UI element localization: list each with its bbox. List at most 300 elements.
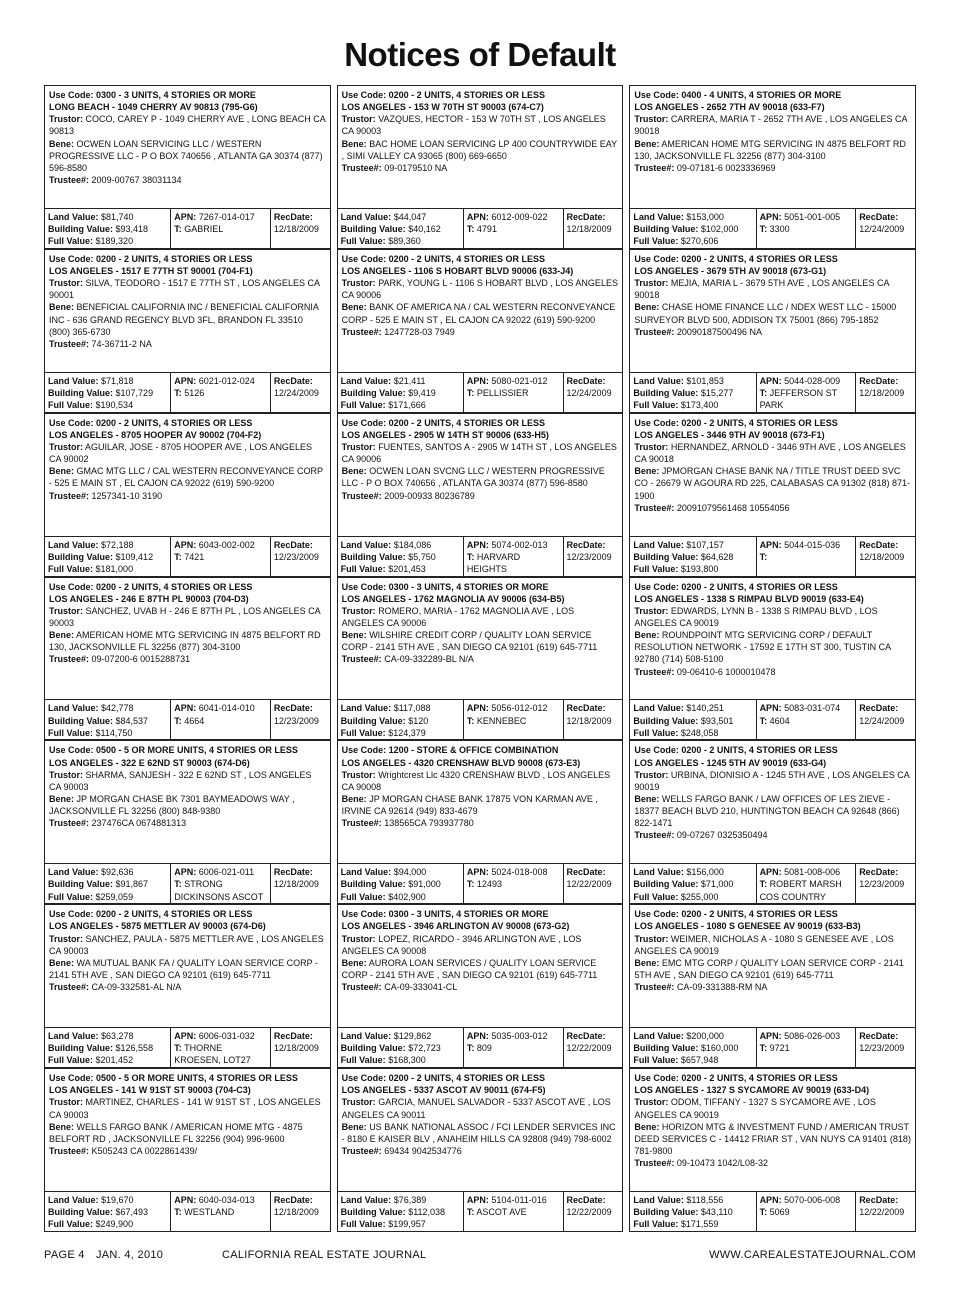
land-value: $101,853 (686, 375, 724, 386)
full-value: $171,666 (388, 399, 426, 410)
trustor-label: Trustor: (341, 769, 376, 780)
property-address: LOS ANGELES - 1106 S HOBART BLVD 90006 (633-J4) (341, 265, 574, 276)
trustee-line (634, 162, 911, 174)
beneficiary-value: JPMORGAN CHASE BANK NA / TITLE TRUST DEED SVC CO - 26679 W AGOURA RD 225, CALABASAS CA 91302 (818) 871-1900 (634, 466, 910, 501)
tract-label: T: (466, 387, 475, 398)
notice-body (338, 905, 623, 1027)
tract-label: T: (759, 715, 768, 726)
apn-value: 5070-006-008 (784, 1195, 841, 1205)
tract-line (467, 387, 560, 399)
trustee-line (342, 653, 619, 665)
tract-line (760, 223, 853, 235)
recdate-cell (270, 373, 330, 412)
apn-label: APN: (174, 867, 197, 878)
apn-cell (756, 373, 856, 412)
land-value-label: Land Value: (340, 1031, 392, 1042)
tract-label: T: (174, 715, 182, 726)
value-cell (45, 1192, 170, 1231)
full-value: $171,559 (680, 1219, 719, 1230)
beneficiary-value: OCWEN LOAN SVCNG LLC / WESTERN PROGRESSIVE LLC - P O BOX 740656 , ATLANTA GA 30374 (877) 596-8580 (341, 466, 605, 489)
apn-label: APN: (174, 1195, 197, 1205)
land-value-label: Land Value: (340, 703, 392, 714)
apn-label: APN: (759, 1195, 782, 1205)
recdate-cell (855, 1028, 915, 1067)
trustee-value: CA-09-331388-RM NA (676, 982, 768, 993)
trustor-line (342, 113, 619, 137)
trustor-label: Trustor: (634, 114, 669, 125)
apn-value: 5051-001-005 (784, 211, 841, 222)
beneficiary-line (49, 465, 326, 489)
recdate-label: RecDate: (566, 211, 606, 222)
trustor-value: PARK, YOUNG L - 1106 S HOBART BLVD , LOS ANGELES CA 90006 (341, 278, 618, 301)
land-value-line (633, 375, 752, 387)
trustee-value: 09-06410-6 1000010478 (676, 666, 776, 677)
beneficiary-value: HORIZON MTG & INVESTMENT FUND / AMERICAN TRUST DEED SERVICES C - 14412 FRIAR ST , VAN NUYS CA 91401 (818) 781-9800 (634, 1121, 911, 1156)
use-code: Use Code: 0200 - 2 UNITS, 4 STORIES OR LESS (49, 417, 253, 428)
recdate-value: 12/22/2009 (566, 1043, 612, 1054)
full-value-label: Full Value: (633, 1219, 679, 1230)
beneficiary-value: AMERICAN HOME MTG SERVICING IN 4875 BELFORT RD 130, JACKSONVILLE FL 32256 (877) 304-3100 (634, 138, 906, 161)
recdate-value: 12/24/2009 (859, 223, 905, 234)
trustee-line (342, 326, 619, 338)
recdate-label: RecDate: (566, 375, 606, 386)
apn-value: 6021-012-024 (198, 375, 255, 386)
recdate-cell (563, 700, 623, 739)
land-value: $94,000 (393, 867, 427, 878)
land-value-label: Land Value: (633, 1195, 684, 1205)
recdate-label: RecDate: (859, 703, 899, 714)
apn-label: APN: (174, 1031, 197, 1042)
use-code: Use Code: 0400 - 4 UNITS, 4 STORIES OR MORE (634, 90, 842, 100)
recdate-label: RecDate: (566, 1031, 606, 1042)
notice-values (630, 208, 915, 248)
full-value-label: Full Value: (340, 1219, 386, 1230)
land-value-line (341, 866, 460, 878)
building-value-line (341, 1206, 460, 1218)
trustee-label: Trustee#: (49, 818, 90, 829)
recdate-cell (270, 537, 330, 576)
tract-value: ROBERT MARSH COS COUNTRY (759, 879, 842, 902)
land-value-label: Land Value: (633, 867, 684, 878)
apn-value: 6012-009-022 (491, 211, 548, 222)
land-value: $71,818 (101, 375, 134, 386)
trustee-line (49, 1145, 326, 1157)
notice-record (337, 249, 624, 413)
trustor-line (634, 933, 911, 957)
land-value: $129,862 (393, 1031, 432, 1042)
apn-line (174, 1194, 267, 1206)
land-value-line (341, 211, 460, 223)
apn-line (174, 375, 267, 387)
use-code: Use Code: 0200 - 2 UNITS, 4 STORIES OR LESS (634, 909, 838, 920)
notice-record (629, 413, 916, 577)
beneficiary-value: EMC MTG CORP / QUALITY LOAN SERVICE CORP - 2141 5TH AVE , SAN DIEGO CA 92101 (619) 645-7711 (634, 957, 904, 980)
apn-cell (463, 864, 563, 903)
building-value-line (341, 878, 460, 890)
apn-value: 5083-031-074 (784, 703, 841, 714)
land-value: $156,000 (686, 867, 724, 878)
building-value-line (633, 1042, 752, 1054)
notice-values (630, 1027, 915, 1067)
recdate-label: RecDate: (273, 1195, 313, 1205)
tract-line (467, 1042, 560, 1054)
use-code: Use Code: 0200 - 2 UNITS, 4 STORIES OR LESS (634, 417, 838, 428)
trustor-value: MARTINEZ, CHARLES - 141 W 91ST ST , LOS ANGELES CA 90003 (49, 1097, 321, 1120)
apn-line (467, 702, 560, 714)
notice-values (45, 536, 330, 576)
recdate-value: 12/18/2009 (273, 879, 319, 890)
recdate-label: RecDate: (859, 375, 899, 386)
building-value: $126,558 (115, 1043, 154, 1054)
full-value-label: Full Value: (633, 399, 679, 410)
apn-line (760, 866, 853, 878)
recdate-value: 12/18/2009 (566, 715, 612, 726)
notice-body (630, 578, 915, 700)
apn-label: APN: (759, 703, 782, 714)
recdate-label: RecDate: (566, 1195, 606, 1205)
recdate-cell (270, 1028, 330, 1067)
building-value-label: Building Value: (48, 1207, 114, 1218)
land-value-line (48, 211, 167, 223)
building-value-label: Building Value: (633, 551, 699, 562)
recdate-cell (855, 700, 915, 739)
trustee-label: Trustee#: (341, 162, 382, 173)
beneficiary-line (634, 301, 911, 325)
tract-line (760, 387, 853, 411)
apn-value: 6006-031-032 (198, 1031, 255, 1042)
full-value: $657,948 (680, 1055, 719, 1066)
full-value: $114,750 (95, 727, 133, 738)
full-value-label: Full Value: (633, 1055, 679, 1066)
notice-body (338, 1069, 623, 1191)
building-value-line (48, 1042, 167, 1054)
building-value-label: Building Value: (48, 551, 114, 562)
property-address: LOS ANGELES - 141 W 91ST ST 90003 (704-C3) (49, 1085, 251, 1096)
value-cell (630, 864, 755, 903)
apn-value: 6006-021-011 (198, 867, 255, 878)
use-code: Use Code: 1200 - STORE & OFFICE COMBINATION (341, 745, 559, 756)
trustee-value: 09-07181-6 0023336969 (676, 162, 776, 173)
beneficiary-label: Bene: (634, 466, 660, 477)
recdate-cell (563, 864, 623, 903)
recdate-cell (563, 537, 623, 576)
trustor-label: Trustor: (341, 605, 376, 616)
full-value: $189,320 (95, 236, 134, 247)
full-value: $190,534 (95, 399, 134, 410)
tract-label: T: (759, 1207, 768, 1218)
full-value-label: Full Value: (340, 1055, 386, 1066)
full-value: $173,400 (680, 399, 719, 410)
tract-value: KENNEBEC (476, 715, 527, 726)
recdate-label: RecDate: (273, 211, 313, 222)
notice-body (338, 86, 623, 208)
journal-url: WWW.CAREALESTATEJOURNAL.COM (709, 1249, 916, 1261)
recdate-value: 12/24/2009 (859, 715, 905, 726)
trustee-value: CA-09-332581-AL N/A (91, 982, 182, 993)
building-value-label: Building Value: (340, 551, 406, 562)
apn-cell (756, 1028, 856, 1067)
tract-label: T: (174, 879, 182, 890)
trustor-line (49, 277, 326, 301)
trustee-line (342, 490, 619, 502)
land-value: $184,086 (393, 539, 432, 550)
trustee-label: Trustee#: (634, 162, 675, 173)
recdate-value: 12/18/2009 (566, 223, 612, 234)
building-value: $102,000 (700, 223, 739, 234)
notice-record (629, 577, 916, 741)
tract-label: T: (759, 1043, 768, 1054)
apn-label: APN: (466, 1031, 489, 1042)
use-code: Use Code: 0300 - 3 UNITS, 4 STORIES OR MORE (49, 90, 256, 100)
trustor-label: Trustor: (634, 605, 669, 616)
apn-value: 5080-021-012 (491, 375, 548, 386)
building-value-label: Building Value: (633, 387, 699, 398)
tract-line (174, 1206, 267, 1218)
recdate-cell (855, 537, 915, 576)
use-code: Use Code: 0200 - 2 UNITS, 4 STORIES OR LESS (634, 1073, 838, 1084)
tract-label: T: (759, 223, 768, 234)
notice-values (45, 208, 330, 248)
full-value-label: Full Value: (340, 236, 386, 247)
trustee-value: 20091079561468 10554056 (676, 502, 790, 513)
apn-value: 6043-002-002 (198, 539, 255, 550)
property-address: LOS ANGELES - 3946 ARLINGTON AV 90008 (673-G2) (341, 921, 570, 932)
trustor-label: Trustor: (341, 1097, 376, 1108)
recdate-cell (563, 209, 623, 248)
land-value: $118,556 (686, 1195, 724, 1205)
notice-record (44, 413, 331, 577)
property-address: LOS ANGELES - 1338 S RIMPAU BLVD 90019 (633-E4) (634, 593, 864, 604)
full-value-line (48, 1054, 167, 1066)
recdate-label: RecDate: (859, 1195, 899, 1205)
building-value-line (48, 387, 167, 399)
apn-label: APN: (466, 211, 489, 222)
full-value-label: Full Value: (633, 727, 679, 738)
value-cell (630, 209, 755, 248)
trustee-value: CA-09-333041-CL (384, 982, 458, 993)
use-code: Use Code: 0200 - 2 UNITS, 4 STORIES OR LESS (49, 909, 253, 920)
trustor-line (634, 1096, 911, 1120)
page-title: Notices of Default (344, 36, 616, 73)
notice-record (337, 577, 624, 741)
building-value-line (633, 223, 752, 235)
tract-value: 3300 (769, 223, 790, 234)
trustee-line (634, 666, 911, 678)
trustee-line (342, 981, 619, 993)
beneficiary-label: Bene: (634, 630, 660, 641)
tract-line (760, 551, 853, 563)
trustee-label: Trustee#: (634, 1158, 675, 1169)
beneficiary-value: OCWEN LOAN SERVICING LLC / WESTERN PROGRESSIVE LLC - P O BOX 740656 , ATLANTA GA 30374 (877) 596-8580 (49, 138, 323, 173)
notice-record (44, 740, 331, 904)
land-value-label: Land Value: (340, 867, 392, 878)
apn-value: 5086-026-003 (784, 1031, 841, 1042)
full-value: $193,800 (680, 563, 719, 574)
trustee-value: 138565CA 793937780 (384, 818, 474, 829)
building-value: $64,628 (700, 551, 734, 562)
land-value-line (48, 866, 167, 878)
full-value-line (341, 563, 460, 575)
full-value-line (341, 235, 460, 247)
tract-value: HARVARD HEIGHTS (466, 551, 521, 574)
notice-body (630, 1069, 915, 1191)
beneficiary-value: WA MUTUAL BANK FA / QUALITY LOAN SERVICE CORP - 2141 5TH AVE , SAN DIEGO CA 92101 (619) 645-7711 (49, 957, 318, 980)
trustor-line (634, 769, 911, 793)
apn-value: 5024-018-008 (491, 867, 548, 878)
full-value-label: Full Value: (48, 563, 94, 574)
beneficiary-value: ROUNDPOINT MTG SERVICING CORP / DEFAULT RESOLUTION NETWORK - 17592 E 17TH ST 300, TUSTIN CA 92780 (714) 508-5100 (634, 630, 891, 665)
notice-body (45, 741, 330, 863)
land-value-label: Land Value: (48, 539, 99, 550)
building-value-line (341, 715, 460, 727)
full-value: $259,059 (95, 891, 134, 902)
trustee-label: Trustee#: (49, 982, 90, 993)
apn-cell (756, 537, 856, 576)
trustor-value: SILVA, TEODORO - 1517 E 77TH ST , LOS ANGELES CA 90001 (49, 278, 320, 301)
trustee-value: CA-09-332289-BL N/A (384, 654, 474, 665)
beneficiary-label: Bene: (634, 793, 660, 804)
notice-body (630, 905, 915, 1027)
apn-label: APN: (174, 703, 197, 714)
notice-values (338, 372, 623, 412)
trustee-value: 20090187500496 NA (676, 326, 762, 337)
building-value: $109,412 (115, 551, 154, 562)
building-value: $93,501 (700, 715, 734, 726)
beneficiary-value: US BANK NATIONAL ASSOC / FCI LENDER SERVICES INC - 8180 E KAISER BLV , ANAHEIM HILLS CA 92808 (949) 798-6002 (341, 1121, 616, 1144)
trustor-line (634, 605, 911, 629)
full-value-label: Full Value: (340, 399, 386, 410)
land-value-line (48, 375, 167, 387)
trustor-label: Trustor: (634, 933, 669, 944)
beneficiary-line (634, 629, 911, 665)
notice-body (630, 741, 915, 863)
tract-label: T: (759, 551, 768, 562)
trustee-value: 09-10473 1042/L08-32 (676, 1158, 768, 1169)
apn-value: 5044-028-009 (784, 375, 841, 386)
apn-line (174, 866, 267, 878)
building-value: $71,000 (700, 879, 734, 890)
use-code: Use Code: 0200 - 2 UNITS, 4 STORIES OR LESS (634, 253, 838, 264)
trustor-value: VAZQUES, HECTOR - 153 W 70TH ST , LOS ANGELES CA 90003 (341, 114, 606, 137)
apn-cell (756, 209, 856, 248)
apn-line (760, 1194, 853, 1206)
beneficiary-value: CHASE HOME FINANCE LLC / NDEX WEST LLC - 15000 SURVEYOR BLVD 500, ADDISON TX 75001 (866) 795-1852 (634, 302, 897, 325)
notice-values (630, 536, 915, 576)
apn-value: 5044-015-036 (784, 539, 841, 550)
trustor-value: GARCIA, MANUEL SALVADOR - 5337 ASCOT AVE , LOS ANGELES CA 90011 (341, 1097, 611, 1120)
beneficiary-label: Bene: (341, 138, 367, 149)
trustee-line (634, 502, 911, 514)
full-value-label: Full Value: (48, 1055, 94, 1066)
trustee-value: 1247728-03 7949 (384, 326, 455, 337)
building-value: $5,750 (408, 551, 436, 562)
land-value: $76,389 (393, 1195, 427, 1205)
trustee-label: Trustee#: (341, 654, 382, 665)
apn-label: APN: (174, 211, 197, 222)
notice-values (630, 699, 915, 739)
land-value-label: Land Value: (633, 539, 684, 550)
tract-value: 7421 (184, 551, 205, 562)
land-value-label: Land Value: (633, 1031, 684, 1042)
apn-line (760, 1030, 853, 1042)
trustor-label: Trustor: (634, 278, 669, 289)
land-value-line (341, 1194, 460, 1206)
full-value-line (633, 1054, 752, 1066)
tract-value: 12493 (476, 879, 502, 890)
full-value-line (48, 727, 167, 739)
trustee-value: 1257341-10 3190 (91, 490, 163, 501)
notice-body (338, 414, 623, 536)
recdate-label: RecDate: (273, 867, 313, 878)
journal-name: CALIFORNIA REAL ESTATE JOURNAL (222, 1249, 427, 1261)
trustee-label: Trustee#: (634, 982, 675, 993)
trustor-line (342, 441, 619, 465)
property-address: LOS ANGELES - 1245 5TH AV 90019 (633-G4) (634, 757, 827, 768)
recdate-value: 12/23/2009 (859, 1043, 905, 1054)
beneficiary-label: Bene: (49, 630, 75, 641)
trustor-line (49, 605, 326, 629)
notice-record (44, 577, 331, 741)
land-value-line (633, 539, 752, 551)
apn-label: APN: (466, 1195, 489, 1205)
land-value-line (341, 702, 460, 714)
trustor-label: Trustor: (49, 933, 84, 944)
tract-label: T: (174, 1207, 182, 1218)
land-value: $63,278 (101, 1031, 134, 1042)
value-cell (45, 1028, 170, 1067)
full-value-line (48, 399, 167, 411)
beneficiary-line (49, 301, 326, 337)
recdate-cell (270, 209, 330, 248)
beneficiary-line (634, 793, 911, 829)
notice-record (44, 1068, 331, 1232)
full-value: $249,900 (95, 1219, 134, 1230)
land-value-line (633, 1030, 752, 1042)
tract-value: 809 (476, 1043, 492, 1054)
apn-cell (170, 700, 270, 739)
recdate-cell (270, 700, 330, 739)
building-value-label: Building Value: (340, 715, 406, 726)
value-cell (45, 864, 170, 903)
beneficiary-line (342, 138, 619, 162)
recdate-label: RecDate: (859, 1031, 899, 1042)
full-value-line (633, 1218, 752, 1230)
trustor-value: HERNANDEZ, ARNOLD - 3446 9TH AVE , LOS ANGELES CA 90018 (634, 441, 906, 465)
recdate-label: RecDate: (566, 703, 606, 714)
beneficiary-label: Bene: (341, 793, 367, 804)
trustor-value: SHARMA, SANJESH - 322 E 62ND ST , LOS ANGELES CA 90003 (49, 769, 312, 792)
land-value: $21,411 (393, 375, 426, 386)
full-value: $248,058 (680, 727, 719, 738)
notice-body (338, 578, 623, 700)
tract-value: WESTLAND (184, 1207, 235, 1218)
land-value-line (48, 1030, 167, 1042)
trustor-label: Trustor: (634, 441, 669, 452)
recdate-label: RecDate: (273, 1031, 313, 1042)
property-address: LOS ANGELES - 2652 7TH AV 90018 (633-F7) (634, 102, 825, 113)
notice-record (337, 1068, 624, 1232)
notice-record (337, 740, 624, 904)
property-address: LOS ANGELES - 2905 W 14TH ST 90006 (633-H5) (341, 429, 549, 440)
apn-value: 5035-003-012 (491, 1031, 548, 1042)
trustee-line (634, 1157, 911, 1169)
value-cell (338, 373, 463, 412)
tract-label: T: (466, 223, 475, 234)
trustor-value: MEJIA, MARIA L - 3679 5TH AVE , LOS ANGELES CA 90018 (634, 278, 889, 301)
beneficiary-value: WELLS FARGO BANK / LAW OFFICES OF LES ZIEVE - 18377 BEACH BLVD 210, HUNTINGTON BEACH CA 92648 (866) 822-1471 (634, 793, 900, 829)
building-value-label: Building Value: (340, 387, 406, 398)
beneficiary-label: Bene: (341, 1121, 367, 1132)
